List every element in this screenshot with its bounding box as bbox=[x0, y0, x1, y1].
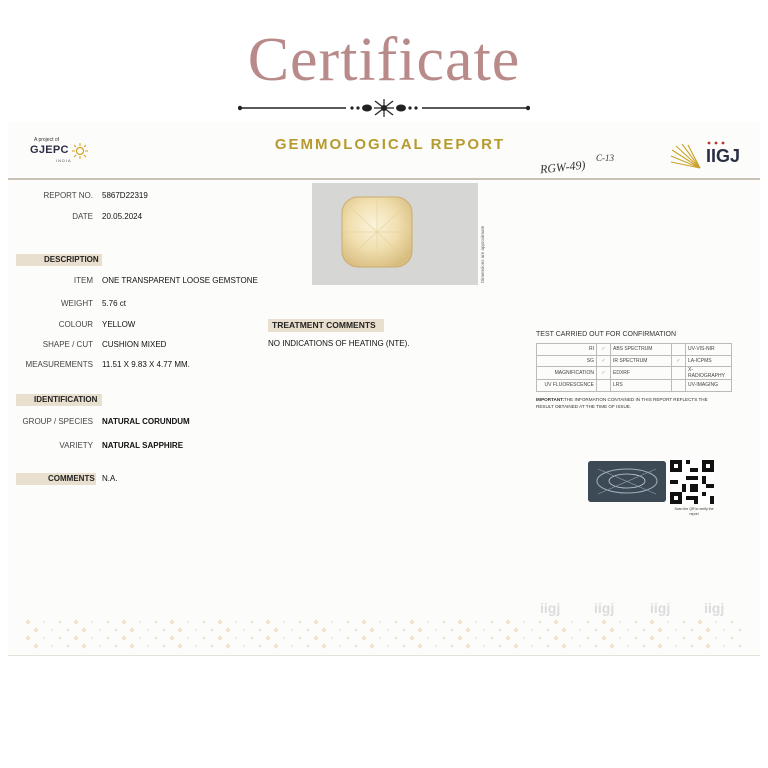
table-row bbox=[537, 380, 732, 392]
check-icon: ✓ bbox=[597, 367, 611, 380]
sparkle-icon bbox=[443, 637, 446, 640]
sparkle-icon bbox=[139, 621, 142, 624]
comments-heading: COMMENTS bbox=[16, 473, 96, 485]
sparkle-icon bbox=[147, 645, 150, 648]
sparkle-icon bbox=[451, 645, 454, 648]
iigj-watermark: iigj bbox=[650, 600, 671, 616]
sparkle-icon bbox=[705, 627, 710, 632]
sparkle-icon bbox=[483, 629, 486, 632]
check-icon: ✓ bbox=[597, 344, 611, 356]
sparkle-icon bbox=[225, 643, 230, 648]
measurements-value: 11.51 X 9.83 X 4.77 MM. bbox=[102, 360, 190, 369]
sparkle-icon bbox=[475, 637, 478, 640]
test-cell: EDXRF bbox=[611, 367, 672, 380]
sparkle-icon bbox=[475, 621, 478, 624]
sparkle-icon bbox=[67, 645, 70, 648]
gemstone-photo bbox=[312, 183, 478, 285]
sparkle-icon bbox=[121, 635, 126, 640]
sparkle-icon bbox=[307, 645, 310, 648]
colour-label: COLOUR bbox=[58, 320, 93, 329]
sparkle-icon bbox=[355, 645, 358, 648]
gjepc-tagline: A project of bbox=[34, 137, 60, 143]
sparkle-icon bbox=[595, 629, 598, 632]
sparkle-icon bbox=[435, 645, 438, 648]
group-value: NATURAL CORUNDUM bbox=[102, 417, 190, 426]
sparkle-icon bbox=[361, 619, 366, 624]
sparkle-icon bbox=[177, 627, 182, 632]
sparkle-icon bbox=[195, 645, 198, 648]
sparkle-icon bbox=[321, 643, 326, 648]
sparkle-icon bbox=[675, 629, 678, 632]
sparkle-icon bbox=[379, 621, 382, 624]
iigj-watermark: iigj bbox=[594, 600, 615, 616]
qr-caption: Scan the QR to verify the report bbox=[674, 507, 714, 516]
sparkle-icon bbox=[115, 645, 118, 648]
sparkle-icon bbox=[313, 635, 318, 640]
check-icon bbox=[672, 380, 686, 392]
sparkle-icon bbox=[169, 635, 174, 640]
sparkle-icon bbox=[539, 637, 542, 640]
shape-label: SHAPE / CUT bbox=[42, 340, 93, 349]
sparkle-icon bbox=[177, 643, 182, 648]
sparkle-icon bbox=[691, 629, 694, 632]
sparkle-icon bbox=[347, 621, 350, 624]
sparkle-icon bbox=[499, 629, 502, 632]
sparkle-icon bbox=[211, 629, 214, 632]
sparkle-icon bbox=[609, 627, 614, 632]
report-no-label: REPORT NO. bbox=[43, 191, 93, 200]
sparkle-icon bbox=[739, 629, 742, 632]
photo-caption-text: Dimensions are approximate bbox=[480, 225, 485, 283]
sparkle-icon bbox=[291, 645, 294, 648]
sparkle-icon bbox=[283, 637, 286, 640]
table-row bbox=[537, 355, 732, 367]
sparkle-icon bbox=[331, 621, 334, 624]
sparkle-icon bbox=[307, 629, 310, 632]
sparkle-icon bbox=[299, 621, 302, 624]
sparkle-icon bbox=[331, 637, 334, 640]
sparkle-icon bbox=[723, 645, 726, 648]
hologram-sticker bbox=[588, 461, 666, 502]
sparkle-icon bbox=[169, 619, 174, 624]
sparkle-icon bbox=[691, 645, 694, 648]
important-text: THE INFORMATION CONTAINED IN THIS REPORT REFLECTS THE RESULT OBTAINED AT THE TIME OF ISSUE. bbox=[536, 397, 708, 409]
iigj-burst-icon bbox=[670, 144, 704, 172]
sparkle-icon bbox=[163, 629, 166, 632]
sparkle-icon bbox=[25, 635, 30, 640]
sparkle-icon bbox=[43, 637, 46, 640]
sparkle-icon bbox=[265, 635, 270, 640]
sparkle-icon bbox=[505, 619, 510, 624]
sparkle-icon bbox=[579, 629, 582, 632]
sparkle-icon bbox=[427, 637, 430, 640]
sparkle-icon bbox=[395, 637, 398, 640]
sparkle-icon bbox=[243, 645, 246, 648]
identification-heading: IDENTIFICATION bbox=[16, 394, 102, 406]
sparkle-icon bbox=[99, 645, 102, 648]
yellow-sapphire-image bbox=[312, 183, 478, 285]
sparkle-icon bbox=[107, 637, 110, 640]
sparkle-icon bbox=[387, 629, 390, 632]
sparkle-icon bbox=[649, 635, 654, 640]
handwritten-code: RGW-49) bbox=[539, 157, 587, 177]
sparkle-icon bbox=[217, 619, 222, 624]
sparkle-icon bbox=[339, 645, 342, 648]
test-cell: SG bbox=[537, 355, 597, 367]
test-cell: UV FLUORESCENCE bbox=[537, 380, 597, 392]
iigj-watermark: iigj bbox=[540, 600, 561, 616]
test-cell: RI bbox=[537, 344, 597, 356]
test-cell: UV-VIS-NIR bbox=[686, 344, 732, 356]
shape-value: CUSHION MIXED bbox=[102, 340, 167, 349]
treatment-value: NO INDICATIONS OF HEATING (NTE). bbox=[268, 339, 410, 348]
sparkle-icon bbox=[387, 645, 390, 648]
hologram-icon bbox=[588, 461, 666, 502]
sparkle-icon bbox=[523, 637, 526, 640]
item-value: ONE TRANSPARENT LOOSE GEMSTONE bbox=[102, 276, 258, 285]
check-icon bbox=[672, 367, 686, 380]
iigj-logo bbox=[668, 140, 758, 176]
sparkle-icon bbox=[187, 621, 190, 624]
gjepc-sub: INDIA bbox=[56, 158, 72, 163]
sparkle-icon bbox=[601, 635, 606, 640]
test-cell: UV-IMAGING bbox=[686, 380, 732, 392]
sparkle-icon bbox=[435, 629, 438, 632]
sparkle-icon bbox=[43, 621, 46, 624]
sparkle-icon bbox=[235, 637, 238, 640]
sparkle-icon bbox=[203, 637, 206, 640]
sparkle-icon bbox=[697, 619, 702, 624]
sparkle-icon bbox=[739, 645, 742, 648]
qr-code-icon bbox=[670, 460, 714, 504]
sparkle-icon bbox=[513, 627, 518, 632]
test-cell: ABS SPECTRUM bbox=[611, 344, 672, 356]
sparkle-icon bbox=[259, 629, 262, 632]
gjepc-logo bbox=[30, 137, 100, 161]
sparkle-icon bbox=[523, 621, 526, 624]
table-row bbox=[537, 344, 732, 356]
report-no-value: 5867D22319 bbox=[102, 191, 148, 200]
sparkle-icon bbox=[643, 645, 646, 648]
sparkle-icon bbox=[731, 637, 734, 640]
sparkle-icon bbox=[675, 645, 678, 648]
sparkle-icon bbox=[81, 627, 86, 632]
sparkle-icon bbox=[283, 621, 286, 624]
sparkle-icon bbox=[553, 635, 558, 640]
report-title: GEMMOLOGICAL REPORT bbox=[274, 136, 506, 153]
handwritten-note: C-13 bbox=[596, 153, 614, 163]
test-cell: LRS bbox=[611, 380, 672, 392]
sparkle-icon bbox=[33, 643, 38, 648]
sparkle-icon bbox=[465, 627, 470, 632]
sparkle-border-decoration bbox=[24, 618, 750, 652]
check-icon bbox=[672, 344, 686, 356]
measurements-label: MEASUREMENTS bbox=[25, 360, 93, 369]
sparkle-icon bbox=[91, 637, 94, 640]
test-cell: LA-ICPMS bbox=[686, 355, 732, 367]
certificate-banner-title: Certificate bbox=[247, 26, 521, 94]
sparkle-icon bbox=[243, 629, 246, 632]
sparkle-icon bbox=[601, 619, 606, 624]
sparkle-icon bbox=[81, 643, 86, 648]
sparkle-icon bbox=[635, 621, 638, 624]
sparkle-icon bbox=[299, 637, 302, 640]
sparkle-icon bbox=[163, 645, 166, 648]
sparkle-icon bbox=[409, 635, 414, 640]
sparkle-icon bbox=[499, 645, 502, 648]
sparkle-icon bbox=[59, 621, 62, 624]
date-value: 20.05.2024 bbox=[102, 212, 143, 221]
sparkle-icon bbox=[147, 629, 150, 632]
sparkle-icon bbox=[619, 621, 622, 624]
sparkle-icon bbox=[427, 621, 430, 624]
sparkle-icon bbox=[73, 635, 78, 640]
sparkle-icon bbox=[121, 619, 126, 624]
sparkle-icon bbox=[723, 629, 726, 632]
sparkle-icon bbox=[99, 629, 102, 632]
iigj-watermark: iigj bbox=[704, 600, 725, 616]
sparkle-icon bbox=[667, 621, 670, 624]
sparkle-icon bbox=[129, 643, 134, 648]
header-divider-line bbox=[8, 178, 760, 180]
sparkle-icon bbox=[443, 621, 446, 624]
sparkle-icon bbox=[51, 645, 54, 648]
sparkle-icon bbox=[195, 629, 198, 632]
sparkle-icon bbox=[451, 629, 454, 632]
sparkle-icon bbox=[657, 643, 662, 648]
sparkle-icon bbox=[619, 637, 622, 640]
sparkle-icon bbox=[465, 643, 470, 648]
sparkle-icon bbox=[667, 637, 670, 640]
sparkle-icon bbox=[67, 629, 70, 632]
check-icon: ✓ bbox=[597, 355, 611, 367]
comments-value: N.A. bbox=[102, 474, 118, 483]
sparkle-icon bbox=[715, 621, 718, 624]
sparkle-icon bbox=[457, 635, 462, 640]
sparkle-icon bbox=[649, 619, 654, 624]
weight-value: 5.76 ct bbox=[102, 299, 127, 308]
ornamental-divider bbox=[238, 98, 530, 118]
sparkle-icon bbox=[251, 637, 254, 640]
sparkle-icon bbox=[571, 637, 574, 640]
sparkle-icon bbox=[417, 643, 422, 648]
sparkle-icon bbox=[313, 619, 318, 624]
sparkle-icon bbox=[643, 629, 646, 632]
sparkle-icon bbox=[187, 637, 190, 640]
sparkle-icon bbox=[531, 629, 534, 632]
sparkle-icon bbox=[635, 637, 638, 640]
sparkle-icon bbox=[595, 645, 598, 648]
sparkle-icon bbox=[561, 627, 566, 632]
tests-title: TEST CARRIED OUT FOR CONFIRMATION bbox=[536, 331, 677, 338]
sparkle-icon bbox=[203, 621, 206, 624]
weight-label: WEIGHT bbox=[61, 299, 93, 308]
sparkle-icon bbox=[627, 645, 630, 648]
sparkle-icon bbox=[491, 637, 494, 640]
item-label: ITEM bbox=[73, 276, 93, 285]
sparkle-icon bbox=[251, 621, 254, 624]
important-note bbox=[536, 396, 726, 410]
sparkle-icon bbox=[409, 619, 414, 624]
sparkle-icon bbox=[139, 637, 142, 640]
sparkle-icon bbox=[355, 629, 358, 632]
sparkle-icon bbox=[683, 637, 686, 640]
iigj-name: IIGJ bbox=[706, 146, 741, 166]
sparkle-icon bbox=[339, 629, 342, 632]
variety-value: NATURAL SAPPHIRE bbox=[102, 441, 184, 450]
sparkle-icon bbox=[609, 643, 614, 648]
table-row bbox=[537, 367, 732, 380]
sparkle-icon bbox=[115, 629, 118, 632]
sparkle-icon bbox=[91, 621, 94, 624]
sparkle-icon bbox=[731, 621, 734, 624]
sparkle-icon bbox=[483, 645, 486, 648]
sparkle-icon bbox=[395, 621, 398, 624]
test-cell: MAGNIFICATION bbox=[537, 367, 597, 380]
colour-value: YELLOW bbox=[102, 320, 136, 329]
qr-code[interactable] bbox=[670, 460, 714, 504]
photo-caption bbox=[480, 183, 488, 285]
sparkle-icon bbox=[561, 643, 566, 648]
sparkle-icon bbox=[531, 645, 534, 648]
sparkle-icon bbox=[417, 627, 422, 632]
sparkle-icon bbox=[369, 643, 374, 648]
check-icon: ✓ bbox=[672, 355, 686, 367]
sparkle-icon bbox=[403, 629, 406, 632]
variety-label: VARIETY bbox=[59, 441, 93, 450]
sparkle-icon bbox=[379, 637, 382, 640]
sparkle-icon bbox=[225, 627, 230, 632]
sparkle-icon bbox=[155, 621, 158, 624]
test-cell: X-RADIOGRAPHY bbox=[686, 367, 732, 380]
sparkle-icon bbox=[107, 621, 110, 624]
group-label: GROUP / SPECIES bbox=[22, 417, 93, 426]
sparkle-icon bbox=[715, 637, 718, 640]
sparkle-icon bbox=[259, 645, 262, 648]
sparkle-icon bbox=[273, 627, 278, 632]
sparkle-icon bbox=[235, 621, 238, 624]
sparkle-icon bbox=[403, 645, 406, 648]
sparkle-icon bbox=[291, 629, 294, 632]
sparkle-icon bbox=[155, 637, 158, 640]
sparkle-icon bbox=[571, 621, 574, 624]
gjepc-name: GJEPC bbox=[30, 144, 69, 156]
important-label: IMPORTANT: bbox=[536, 397, 564, 402]
sparkle-icon bbox=[657, 627, 662, 632]
sparkle-icon bbox=[211, 645, 214, 648]
description-heading: DESCRIPTION bbox=[16, 254, 102, 266]
sparkle-icon bbox=[25, 619, 30, 624]
sparkle-icon bbox=[553, 619, 558, 624]
sparkle-icon bbox=[457, 619, 462, 624]
date-label: DATE bbox=[72, 212, 93, 221]
sparkle-icon bbox=[587, 621, 590, 624]
sparkle-icon bbox=[505, 635, 510, 640]
check-icon bbox=[597, 380, 611, 392]
sparkle-icon bbox=[587, 637, 590, 640]
treatment-heading: TREATMENT COMMENTS bbox=[268, 319, 384, 332]
sparkle-icon bbox=[361, 635, 366, 640]
tests-table bbox=[536, 343, 732, 392]
sparkle-icon bbox=[683, 621, 686, 624]
sparkle-icon bbox=[73, 619, 78, 624]
sparkle-icon bbox=[347, 637, 350, 640]
sparkle-icon bbox=[265, 619, 270, 624]
sparkle-icon bbox=[547, 629, 550, 632]
sparkle-icon bbox=[217, 635, 222, 640]
sparkle-icon bbox=[697, 635, 702, 640]
sparkle-icon bbox=[321, 627, 326, 632]
sparkle-icon bbox=[33, 627, 38, 632]
sparkle-icon bbox=[59, 637, 62, 640]
sparkle-icon bbox=[51, 629, 54, 632]
gjepc-sun-icon bbox=[72, 143, 88, 159]
sparkle-icon bbox=[129, 627, 134, 632]
sparkle-icon bbox=[547, 645, 550, 648]
sparkle-icon bbox=[513, 643, 518, 648]
sparkle-icon bbox=[369, 627, 374, 632]
test-cell: IR SPECTRUM bbox=[611, 355, 672, 367]
sparkle-icon bbox=[627, 629, 630, 632]
sparkle-icon bbox=[273, 643, 278, 648]
sparkle-icon bbox=[705, 643, 710, 648]
sparkle-icon bbox=[539, 621, 542, 624]
sparkle-icon bbox=[579, 645, 582, 648]
sparkle-icon bbox=[491, 621, 494, 624]
